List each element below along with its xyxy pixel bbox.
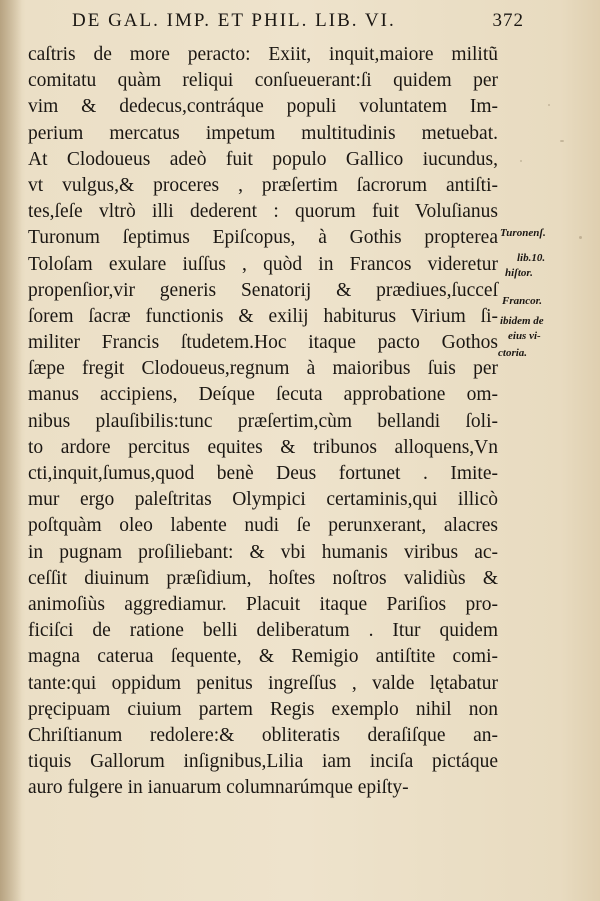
margin-note: Francor. <box>502 295 543 307</box>
running-title: DE GAL. IMP. ET PHIL. LIB. VI. <box>72 10 396 31</box>
text-line: poſtquàm oleo labente nudi ſe perunxerant, alacres <box>28 515 498 537</box>
margin-note: lib.10. <box>517 252 546 264</box>
margin-note: eius vi- <box>508 330 541 342</box>
text-line: pręcipuam ciuium partem Regis exemplo nihil non <box>28 698 498 720</box>
text-line: Turonum ſeptimus Epiſcopus, à Gothis propterea <box>28 227 498 249</box>
text-line: ſæpe fregit Clodoueus,regnum à maioribus ſuis per <box>28 358 498 380</box>
text-line: mur ergo paleſtritas Olympici certaminis,qui illicò <box>28 489 498 511</box>
text-line: comitatu quàm reliqui conſueuerant:ſi quidem per <box>28 70 498 92</box>
text-line: ſorem ſacræ functionis & exilij habiturus Virium ſi- <box>28 305 498 327</box>
text-line: animoſiùs aggrediamur. Placuit itaque Pariſios pro- <box>28 593 498 615</box>
text-line: Toloſam exulare iuſſus , quòd in Francos videretur <box>28 253 498 275</box>
text-line: cti,inquit,ſumus,quod benè Deus fortunet . Imite- <box>28 463 498 484</box>
text-line: magna caterua ſequente, & Remigio antiſtite comi- <box>28 646 498 668</box>
margin-note: ctoria. <box>498 347 528 359</box>
text-line: auro fulgere in ianuarum columnarúmque epiſty- <box>28 777 409 799</box>
text-line: propenſior,vir generis Senatorij & prædiues,ſucceſ <box>28 279 498 301</box>
margin-note: hiſtor. <box>505 267 533 279</box>
paper-speck <box>560 140 564 142</box>
margin-note: Turonenſ. <box>500 227 546 239</box>
text-line: tes,ſeſe vltrò illi dederent : quorum fuit Voluſianus <box>28 201 498 223</box>
text-line: At Clodoueus adeò fuit populo Gallico iucundus, <box>28 148 498 170</box>
text-line: tante:qui oppidum penitus ingreſſus , valde lętabatur <box>28 672 498 694</box>
text-line: nibus plauſibilis:tunc præſertim,cùm bellandi ſoli- <box>28 410 498 432</box>
text-line: caſtris de more peracto: Exiit, inquit,maiore militũ <box>28 44 498 65</box>
text-line: vt vulgus,& proceres , præſertim ſacrorum antiſti- <box>28 174 498 196</box>
page-number: 372 <box>492 10 524 31</box>
text-line: ceſſit diuinum præſidium, hoſtes noſtros validiùs & <box>28 567 498 589</box>
paper-speck <box>520 160 522 162</box>
text-line: in pugnam proſiliebant: & vbi humanis viribus ac- <box>28 541 498 563</box>
paper-speck <box>548 104 550 106</box>
margin-note: ibidem de <box>500 315 544 327</box>
text-line: militer Francis ſtudetem.Hoc itaque pacto Gothos <box>28 332 498 354</box>
text-line: Chriſtianum redolere:& obliteratis deraſiſque an- <box>28 724 498 746</box>
text-line: vim & dedecus,contráque populi voluntatem Im- <box>28 96 498 118</box>
text-line: ficiſci de ratione belli deliberatum . Itur quidem <box>28 620 498 642</box>
text-line: perium mercatus impetum multitudinis metuebat. <box>28 122 498 144</box>
text-line: manus accipiens, Deíque ſecuta approbatione om- <box>28 384 498 406</box>
paper-speck <box>579 236 582 239</box>
text-line: tiquis Gallorum inſignibus,Lilia iam inciſa pictáque <box>28 751 498 773</box>
text-line: to ardore percitus equites & tribunos alloquens,Vn <box>28 436 498 458</box>
